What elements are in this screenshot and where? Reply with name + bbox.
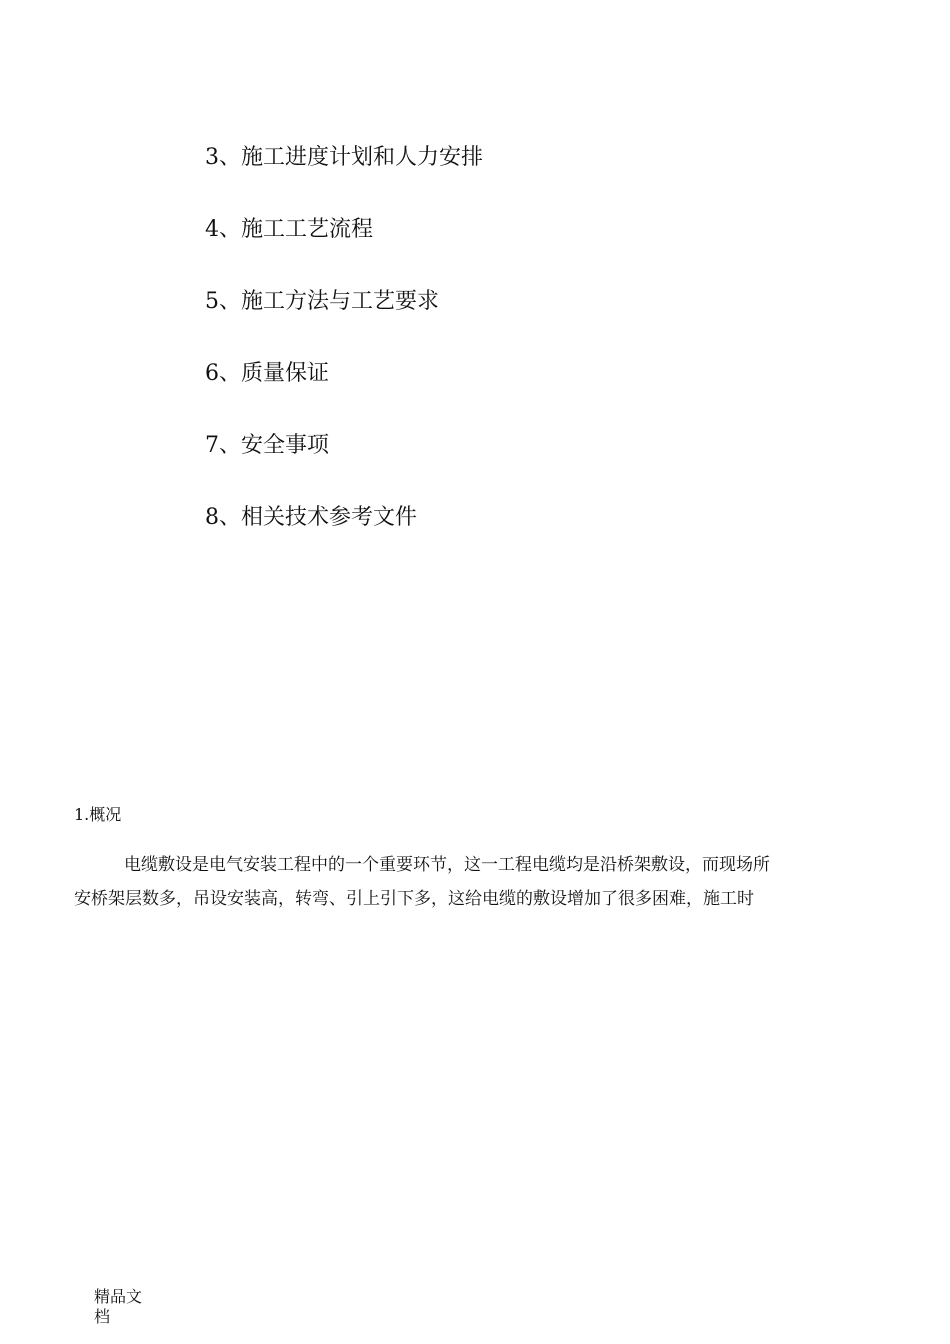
toc-item: 5、施工方法与工艺要求 <box>205 289 439 314</box>
toc-item: 4、施工工艺流程 <box>205 217 373 242</box>
paragraph-line: 安桥架层数多，吊设安装高，转弯、引上引下多，这给电缆的敷设增加了很多困难，施工时 <box>74 889 754 909</box>
body-paragraph <box>74 848 874 916</box>
toc-item: 7、安全事项 <box>205 433 329 458</box>
toc-item: 3、施工进度计划和人力安排 <box>205 145 483 170</box>
footer-mark-line: 档 <box>94 1307 111 1326</box>
paragraph-line: 电缆敷设是电气安装工程中的一个重要环节，这一工程电缆均是沿桥架敷设，而现场所 <box>124 855 770 875</box>
footer-watermark-text <box>94 1287 154 1327</box>
toc-item: 6、质量保证 <box>205 361 329 386</box>
section-heading: 1.概况 <box>74 805 122 824</box>
table-of-contents <box>205 140 483 572</box>
footer-mark-line: 精品文 <box>94 1287 143 1306</box>
toc-item: 8、相关技术参考文件 <box>205 505 417 530</box>
